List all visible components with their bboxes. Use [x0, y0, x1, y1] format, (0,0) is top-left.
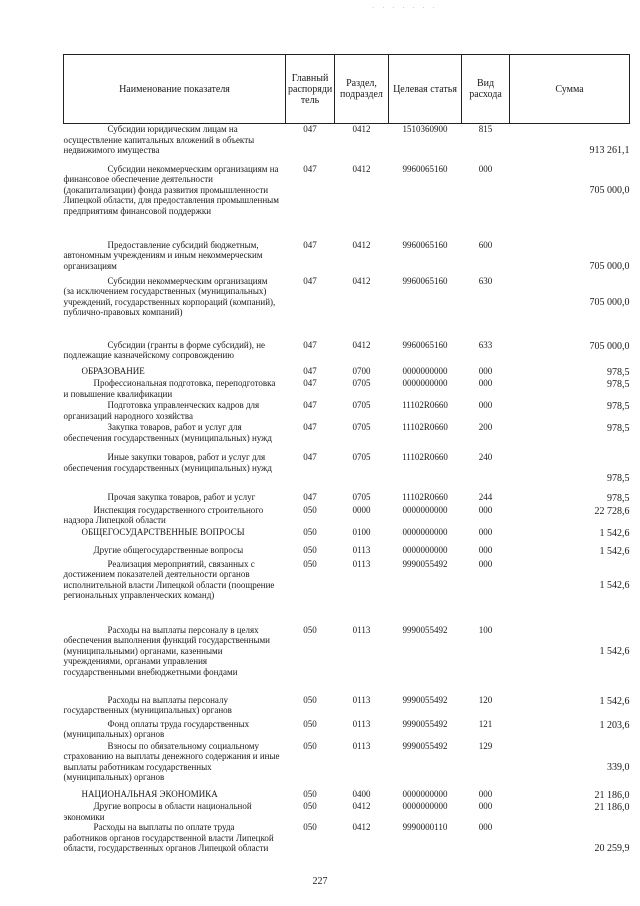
row-admin: 050	[303, 788, 317, 799]
row-admin: 047	[303, 422, 317, 432]
row-admin: 047	[303, 452, 317, 462]
row-name	[64, 340, 286, 366]
row-section: 0000	[352, 504, 371, 515]
header-sum: Сумма	[510, 55, 630, 124]
row-sum: 978,5	[607, 401, 630, 412]
row-name-text: Расходы на выплаты персоналу в целях обеспечения выполнения функций государственными (муниципальными) органами, казенными учреждениями, органами управления государственными внебюджетными фондами	[63, 624, 271, 677]
row-name-text: ОБЩЕГОСУДАРСТВЕННЫЕ ВОПРОСЫ	[81, 526, 245, 537]
row-section: 0705	[352, 378, 371, 388]
row-type: 240	[478, 452, 493, 462]
row-section: 0113	[352, 718, 371, 729]
page-number: 227	[312, 876, 328, 887]
row-name-text: Другие общегосударственные вопросы	[93, 544, 244, 555]
row-admin: 047	[303, 275, 317, 286]
row-sum: 705 000,0	[589, 260, 630, 272]
row-sum: 1 542,6	[599, 579, 630, 591]
row-section: 0113	[352, 624, 371, 635]
header-section: Раздел, подраздел	[335, 55, 389, 124]
row-sum: 978,5	[607, 423, 630, 434]
row-sum: 21 186,0	[594, 789, 630, 801]
row-sum: 339,0	[607, 761, 630, 773]
row-admin: 047	[303, 163, 317, 174]
table-row	[64, 789, 630, 802]
row-sum: 913 261,1	[589, 145, 630, 156]
row-sum: 978,5	[607, 366, 630, 378]
row-section: 0113	[352, 544, 371, 555]
row-sum: 1 542,6	[599, 527, 630, 539]
row-target: 11102R0660	[402, 492, 448, 502]
table-row	[64, 559, 630, 625]
row-type: 000	[478, 378, 493, 388]
row-name-text: Реализация мероприятий, связанных с достижением показателей деятельности органов исполнительной власти Липецкой области (поощрение региональных управленческих команд)	[63, 558, 275, 600]
table-row	[64, 527, 630, 545]
row-admin: 047	[303, 365, 317, 376]
row-target: 0000000000	[402, 378, 448, 388]
row-sum: 1 203,6	[599, 719, 630, 731]
row-admin: 050	[303, 718, 317, 729]
row-admin: 047	[303, 492, 317, 502]
row-sum: 1 542,6	[599, 545, 630, 557]
table-row	[64, 492, 630, 505]
row-type: 000	[478, 788, 493, 799]
row-name	[64, 625, 286, 695]
row-name-text: Профессиональная подготовка, переподготовка и повышение квалификации	[63, 378, 276, 399]
row-name	[64, 400, 286, 422]
row-admin: 047	[303, 239, 317, 250]
row-target: 9960065160	[402, 163, 448, 174]
row-name	[64, 527, 286, 545]
row-target: 9990055492	[402, 718, 448, 729]
row-section: 0113	[352, 558, 371, 569]
table-row	[64, 452, 630, 492]
row-sum: 1 542,6	[599, 695, 630, 707]
row-sum: 1 542,6	[599, 645, 630, 657]
row-section: 0400	[352, 788, 371, 799]
row-target: 9990055492	[402, 624, 448, 635]
row-name-text: Расходы на выплаты по оплате труда работников органов государственной власти Липецкой области, государственных органов Липецкой области	[63, 822, 274, 853]
row-name-text: Закупка товаров, работ и услуг для обеспечения государственных (муниципальных) нужд	[63, 422, 272, 443]
table-row	[64, 400, 630, 422]
table-row	[64, 801, 630, 822]
row-type: 121	[478, 718, 493, 729]
header-type: Вид расхода	[462, 55, 510, 124]
row-section: 0412	[352, 339, 371, 350]
table-row	[64, 276, 630, 340]
row-target: 9990055492	[402, 694, 448, 705]
row-name-text: Расходы на выплаты персоналу государственных (муниципальных) органов	[63, 694, 232, 715]
row-target: 9990055492	[402, 740, 448, 751]
row-name-text: Субсидии юридическим лицам на осуществление капитальных вложений в объекты недвижимого имущества	[63, 124, 255, 155]
row-type: 000	[478, 365, 493, 376]
row-sum: 705 000,0	[589, 296, 630, 308]
row-sum: 705 000,0	[589, 340, 630, 352]
row-name	[64, 124, 286, 164]
row-name	[64, 695, 286, 719]
row-target: 9960065160	[402, 339, 448, 350]
row-name-text: ОБРАЗОВАНИЕ	[81, 365, 145, 376]
row-name	[64, 822, 286, 862]
row-name	[64, 366, 286, 379]
row-type: 600	[478, 239, 493, 250]
header-name: Наименование показателя	[64, 55, 286, 124]
row-target: 0000000000	[402, 365, 448, 376]
row-sum: 978,5	[607, 473, 630, 484]
row-sum: 20 259,9	[594, 843, 630, 854]
row-name-text: Иные закупки товаров, работ и услуг для обеспечения государственных (муниципальных) нужд	[63, 452, 272, 473]
row-admin: 050	[303, 822, 317, 832]
row-admin: 050	[303, 504, 317, 515]
header-target: Целевая статья	[389, 55, 462, 124]
row-name	[64, 505, 286, 527]
row-name	[64, 492, 286, 505]
row-section: 0412	[352, 275, 371, 286]
row-name-text: Предоставление субсидий бюджетным, автономным учреждениям и иным некоммерческим организациям	[63, 239, 263, 271]
row-sum: 978,5	[607, 379, 630, 390]
row-section: 0113	[352, 694, 371, 705]
row-admin: 050	[303, 544, 317, 555]
row-name	[64, 545, 286, 559]
row-admin: 050	[303, 558, 317, 569]
row-name-text: Подготовка управленческих кадров для организаций народного хозяйства	[63, 400, 260, 421]
row-section: 0705	[352, 400, 371, 410]
row-name	[64, 801, 286, 822]
row-admin: 050	[303, 526, 317, 537]
row-name-text: Прочая закупка товаров, работ и услуг	[107, 492, 256, 502]
row-type: 000	[478, 526, 493, 537]
row-target: 9960065160	[402, 275, 448, 286]
table-row	[64, 240, 630, 276]
header-admin: Главный распоряди тель	[286, 55, 335, 124]
row-name-text: НАЦИОНАЛЬНАЯ ЭКОНОМИКА	[81, 788, 218, 799]
row-type: 000	[478, 822, 493, 832]
row-type: 200	[478, 422, 493, 432]
table-row	[64, 695, 630, 719]
table-header-row	[64, 55, 630, 124]
row-name	[64, 719, 286, 741]
row-section: 0705	[352, 492, 371, 502]
row-target: 9990055492	[402, 558, 448, 569]
row-admin: 050	[303, 740, 317, 751]
row-target: 9990000110	[402, 822, 448, 832]
row-type: 000	[478, 400, 493, 410]
row-admin: 050	[303, 694, 317, 705]
row-name-text: Инспекция государственного строительного надзора Липецкой области	[63, 504, 264, 525]
table-row	[64, 545, 630, 559]
row-name	[64, 741, 286, 789]
row-sum: 21 186,0	[594, 802, 630, 813]
row-target: 0000000000	[402, 526, 448, 537]
row-target: 0000000000	[402, 801, 448, 811]
row-section: 0705	[352, 422, 371, 432]
row-section: 0412	[352, 801, 371, 811]
row-type: 100	[478, 624, 493, 635]
budget-table	[63, 54, 630, 862]
row-section: 0412	[352, 124, 371, 134]
row-type: 000	[478, 558, 493, 569]
row-sum: 978,5	[607, 493, 630, 504]
row-admin: 050	[303, 624, 317, 635]
row-section: 0412	[352, 239, 371, 250]
row-name-text: Субсидии некоммерческим организациям (за исключением государственных (муниципальных) учреждений, государственных корпораций (компаний), публично-правовых компаний)	[63, 275, 276, 317]
row-name	[64, 164, 286, 240]
row-section: 0705	[352, 452, 371, 462]
table-row	[64, 505, 630, 527]
row-name	[64, 240, 286, 276]
row-target: 0000000000	[402, 788, 448, 799]
table-row	[64, 741, 630, 789]
row-name-text: Субсидии некоммерческим организациям на финансовое обеспечение деятельности (докапитализации) фонда развития промышленности Липецкой области, для предоставления промышленным предприятиям финансовой поддержки	[63, 163, 279, 216]
row-type: 000	[478, 801, 493, 811]
budget-table-page	[63, 54, 629, 862]
row-target: 11102R0660	[402, 422, 448, 432]
row-section: 0100	[352, 526, 371, 537]
row-sum: 705 000,0	[589, 184, 630, 196]
row-admin: 050	[303, 801, 317, 811]
table-row	[64, 366, 630, 379]
row-target: 9960065160	[402, 239, 448, 250]
row-target: 0000000000	[402, 504, 448, 515]
row-name	[64, 422, 286, 452]
row-name	[64, 378, 286, 400]
row-type: 630	[478, 275, 493, 286]
row-name-text: Субсидии (гранты в форме субсидий), не подлежащие казначейскому сопровождению	[63, 339, 266, 360]
row-target: 0000000000	[402, 544, 448, 555]
table-row	[64, 124, 630, 164]
row-type: 000	[478, 544, 493, 555]
table-row	[64, 625, 630, 695]
row-type: 000	[478, 163, 493, 174]
scan-artifact: · · · · · · ·	[372, 4, 438, 12]
row-name-text: Фонд оплаты труда государственных (муниципальных) органов	[63, 718, 250, 739]
row-name	[64, 559, 286, 625]
row-type: 129	[478, 740, 493, 751]
row-sum: 22 728,6	[594, 505, 630, 517]
row-admin: 047	[303, 124, 317, 134]
table-row	[64, 422, 630, 452]
row-name-text: Взносы по обязательному социальному страхованию на выплаты денежного содержания и иные выплаты работникам государственных (муниципальных) органов	[63, 740, 280, 782]
row-name	[64, 452, 286, 492]
table-row	[64, 719, 630, 741]
row-target: 11102R0660	[402, 400, 448, 410]
row-admin: 047	[303, 339, 317, 350]
row-name-text: Другие вопросы в области национальной экономики	[63, 801, 252, 822]
row-type: 000	[478, 504, 493, 515]
table-row	[64, 164, 630, 240]
row-section: 0412	[352, 163, 371, 174]
row-name	[64, 789, 286, 802]
row-type: 633	[478, 339, 493, 350]
row-type: 244	[478, 492, 493, 502]
row-name	[64, 276, 286, 340]
row-target: 1510360900	[402, 124, 448, 134]
row-admin: 047	[303, 400, 317, 410]
row-target: 11102R0660	[402, 452, 448, 462]
row-section: 0412	[352, 822, 371, 832]
table-row	[64, 340, 630, 366]
row-type: 815	[478, 124, 493, 134]
row-section: 0113	[352, 740, 371, 751]
table-row	[64, 822, 630, 862]
row-admin: 047	[303, 378, 317, 388]
table-row	[64, 378, 630, 400]
row-section: 0700	[352, 365, 371, 376]
row-type: 120	[478, 694, 493, 705]
